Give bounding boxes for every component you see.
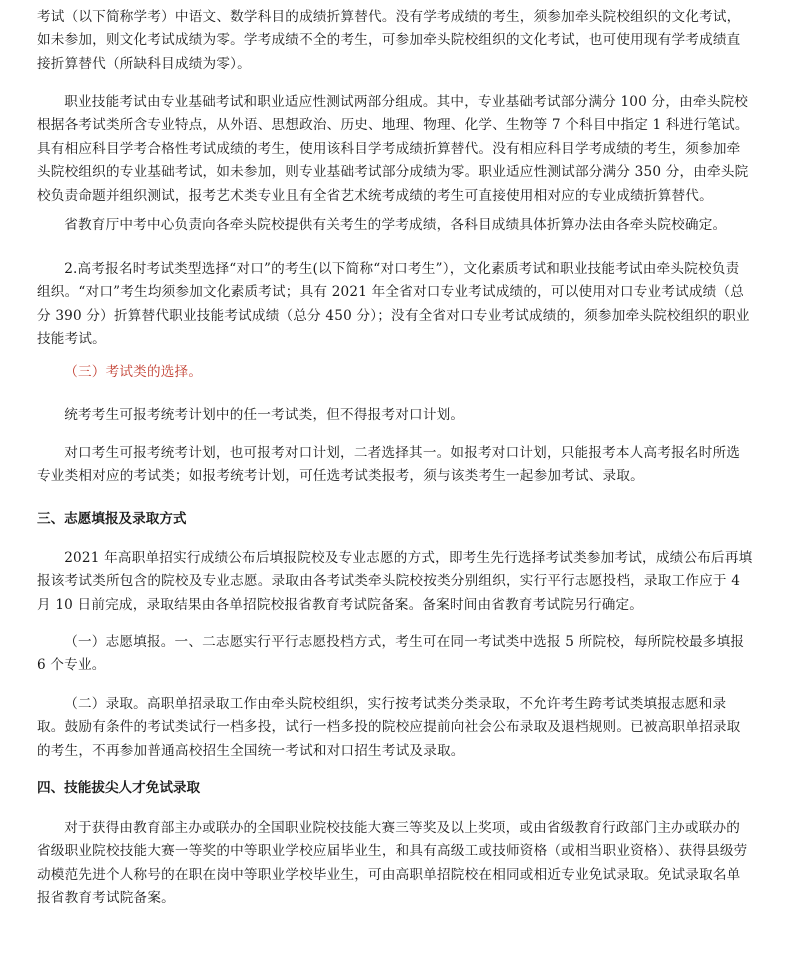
paragraph-application-method: 2021 年高职单招实行成绩公布后填报院校及专业志愿的方式，即考生先行选择考试类参加考试，成绩公布后再填报该考试类所包含的院校及专业志愿。录取由各考试类牵头院校按类分别组织，实行平行志愿投档，录取工作应于 4 月 10 日前完成，录取结果由各单招院校报省教育考试院备案。备案时间由省教育考试院另行确定。 xyxy=(37,550,753,613)
paragraph-counterpart-plan-choice: 对口考生可报考统考计划，也可报考对口计划，二者选择其一。如报考对口计划，只能报考本人高考报名时所选专业类相对应的考试类；如报考统考计划，可任选考试类报考，须与该类考生一起参加考试、录取。 xyxy=(37,445,741,485)
section-heading-application-admission: 三、志愿填报及录取方式 xyxy=(37,511,187,527)
paragraph-academic-test-substitution: 考试（以下简称学考）中语文、数学科目的成绩折算替代。没有学考成绩的考生，须参加牵头院校组织的文化考试，如未参加，则文化考试成绩为零。学考成绩不全的考生，可参加牵头院校组织的文化考试，也可使用现有学考成绩直接折算替代（所缺科目成绩为零）。 xyxy=(37,9,741,72)
paragraph-volunteer-filling: （一）志愿填报。一、二志愿实行平行志愿投档方式，考生可在同一考试类中选报 5 所院校，每所院校最多填报 6 个专业。 xyxy=(37,634,745,674)
paragraph-exemption-admission: 对于获得由教育部主办或联办的全国职业院校技能大赛三等奖及以上奖项，或由省级教育行政部门主办或联办的省级职业院校技能大赛一等奖的中等职业学校应届毕业生，和具有高级工或技师资格（或相当职业资格）、获得县级劳动模范先进个人称号的在职在岗中等职业学校毕业生，可由高职单招院校在相同或相近专业免试录取。免试录取名单报省教育考试院备案。 xyxy=(37,820,748,907)
paragraph-exam-center-scores: 省教育厅中考中心负责向各牵头院校提供有关考生的学考成绩，各科目成绩具体折算办法由各牵头院校确定。 xyxy=(64,217,727,233)
paragraph-vocational-skills-exam: 职业技能考试由专业基础考试和职业适应性测试两部分组成。其中，专业基础考试部分满分 100 分，由牵头院校根据各考试类所含专业特点，从外语、思想政治、历史、地理、物理、化学、生物等 7 个科目中指定 1 科进行笔试。具有相应科目学考合格性考试成绩的考生，使用该科目学考成绩折算替代。没有相应科目学考成绩的考生，须参加牵头院校组织的专业基础考试，如未参加，则专业基础考试部分成绩为零。职业适应性测试部分满分 350 分，由牵头院校负责命题并组织测试，报考艺术类专业且有全省艺术统考成绩的考生可直接使用相对应的专业成绩折算替代。 xyxy=(37,94,749,204)
section-heading-skilled-talent-exemption: 四、技能拔尖人才免试录取 xyxy=(37,780,201,796)
paragraph-admission: （二）录取。高职单招录取工作由牵头院校组织，实行按考试类分类录取，不允许考生跨考试类填报志愿和录取。鼓励有条件的考试类试行一档多投，试行一档多投的院校应提前向社会公布录取及退档规则。已被高职单招录取的考生，不再参加普通高校招生全国统一考试和对口招生考试及录取。 xyxy=(37,696,741,759)
paragraph-counterpart-candidates: 2.高考报名时考试类型选择“对口”的考生(以下简称“对口考生”），文化素质考试和职业技能考试由牵头院校负责组织。“对口”考生均须参加文化素质考试；具有 2021 年全省对口专业考试成绩的，可以使用对口专业考试成绩（总分 390 分）折算替代职业技能考试成绩（总分 450 分）；没有全省对口专业考试成绩的，须参加牵头院校组织的职业技能考试。 xyxy=(37,261,750,348)
subheading-exam-category-choice: （三）考试类的选择。 xyxy=(64,364,203,380)
paragraph-unified-candidates: 统考考生可报考统考计划中的任一考试类，但不得报考对口计划。 xyxy=(64,407,465,423)
